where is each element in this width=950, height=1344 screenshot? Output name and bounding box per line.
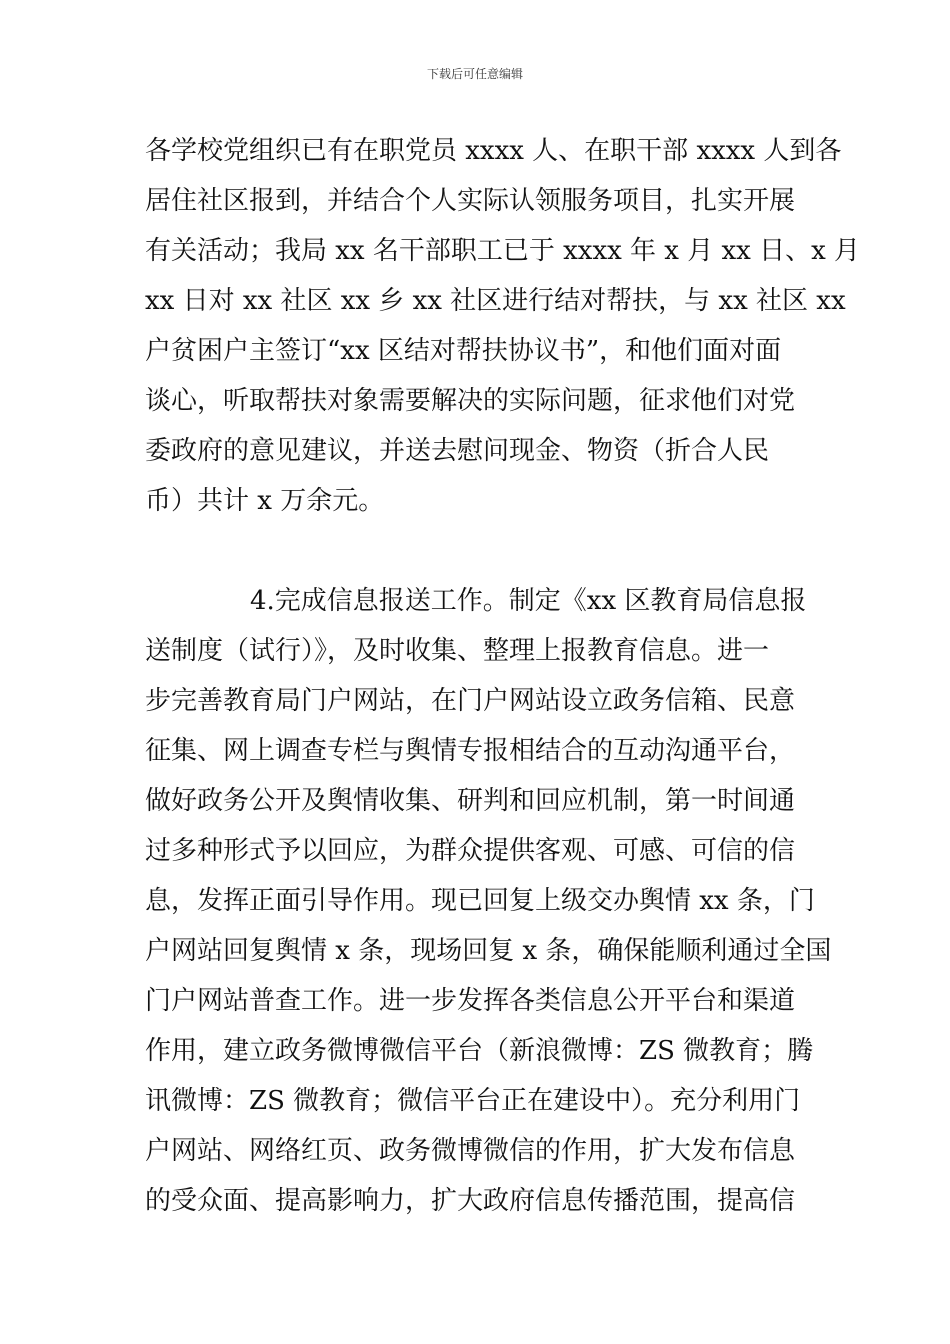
page-header: 下载后可任意编辑: [426, 67, 523, 81]
text-line: 步完善教育局门户网站，在门户网站设立政务信箱、民意: [145, 686, 796, 716]
text-line: 谈心，听取帮扶对象需要解决的实际问题，征求他们对党: [145, 386, 796, 416]
text-line: 户网站、网络红页、政务微博微信的作用，扩大发布信息: [145, 1136, 796, 1166]
text-line: xx 日对 xx 社区 xx 乡 xx 社区进行结对帮扶，与 xx 社区 xx: [145, 286, 846, 316]
text-line: 有关活动；我局 xx 名干部职工已于 xxxx 年 x 月 xx 日、x 月: [145, 236, 861, 266]
text-line: 委政府的意见建议，并送去慰问现金、物资（折合人民: [145, 436, 770, 466]
text-line: 币）共计 x 万余元。: [145, 486, 385, 516]
text-line: 户贫困户主签订“xx 区结对帮扶协议书”，和他们面对面: [145, 336, 782, 366]
text-line: 的受众面、提高影响力，扩大政府信息传播范围，提高信: [145, 1186, 796, 1216]
text-line: 户网站回复舆情 x 条，现场回复 x 条，确保能顺利通过全国: [145, 936, 832, 966]
text-line: 做好政务公开及舆情收集、研判和回应机制，第一时间通: [145, 786, 796, 816]
text-line: 送制度（试行）》，及时收集、整理上报教育信息。进一: [145, 636, 770, 666]
text-line: 居住社区报到，并结合个人实际认领服务项目，扎实开展: [145, 186, 796, 216]
text-line: 过多种形式予以回应，为群众提供客观、可感、可信的信: [145, 836, 796, 866]
text-line: 作用，建立政务微博微信平台（新浪微博：ZS 微教育；腾: [145, 1036, 814, 1066]
text-line: 讯微博：ZS 微教育；微信平台正在建设中）。充分利用门: [145, 1086, 801, 1116]
text-line: 息，发挥正面引导作用。现已回复上级交办舆情 xx 条，门: [145, 886, 815, 916]
text-line: 各学校党组织已有在职党员 xxxx 人、在职干部 xxxx 人到各: [145, 136, 842, 166]
text-line: 门户网站普查工作。进一步发挥各类信息公开平台和渠道: [145, 986, 796, 1016]
text-line: 4.完成信息报送工作。制定《xx 区教育局信息报: [250, 586, 807, 616]
text-line: 征集、网上调查专栏与舆情专报相结合的互动沟通平台，: [145, 736, 796, 766]
